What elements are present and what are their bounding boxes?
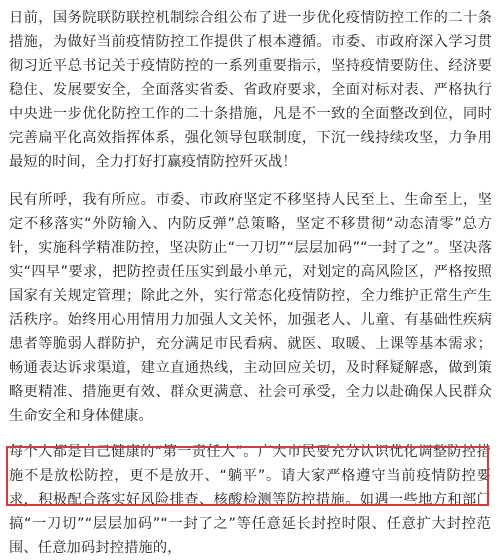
article-paragraph-3: 每个人都是自己健康的“第一责任人”。广大市民要充分认识优化调整防控措施不是放松防控，更不是放开、“躺平”。请大家严格遵守当前疫情防控要求，积极配合落实好风险排查、核酸检测等防控措施。如遇一些地方和部门搞“一刀切”“层层加码”“一封了之”等任意延长封控时限、任意扩大封控范围、任意加码封控措施的， bbox=[9, 444, 491, 556]
highlighted-paragraph-container bbox=[6, 440, 494, 560]
article-paragraph-1: 日前，国务院联防联控机制综合组公布了进一步优化疫情防控工作的二十条措施，为做好当前疫情防控工作提供了根本遵循。市委、市政府深入学习贯彻习近平总书记关于疫情防控的一系列重要指示，坚持疫情要防住、经济要稳住、发展要安全，全面落实省委、省政府要求，全面对标对表、严格执行中央进一步优化防控工作的二十条措施，凡是不一致的全面整改到位，同时完善扁平化高效指挥体系，强化领导包联制度，下沉一线持续攻坚，力争用最短的时间，全力打好打赢疫情防控歼灭战！ bbox=[9, 10, 492, 170]
article-paragraph-2: 民有所呼，我有所应。市委、市政府坚定不移坚持人民至上、生命至上，坚定不移落实“外防输入、内防反弹”总策略，坚定不移贯彻“动态清零”总方针，实施科学精准防控，坚决防止“一刀切”“层层加码”“一封了之”。坚决落实“四早”要求，把防控责任压实到最小单元，对划定的高风险区，严格按照国家有关规定管理；除此之外，实行常态化疫情防控，全力维护正常生产生活秩序。始终用心用情用力加强人文关怀，加强老人、儿童、有基础性疾病患者等脆弱人群防护，充分满足市民看病、就医、取暖、上课等基本需求；畅通表达诉求渠道，建立直通热线，主动回应关切，及时释疑解惑，做到策略更精准、措施更有效、群众更满意、社会可承受，全力以赴确保人民群众生命安全和身体健康。 bbox=[9, 192, 492, 424]
